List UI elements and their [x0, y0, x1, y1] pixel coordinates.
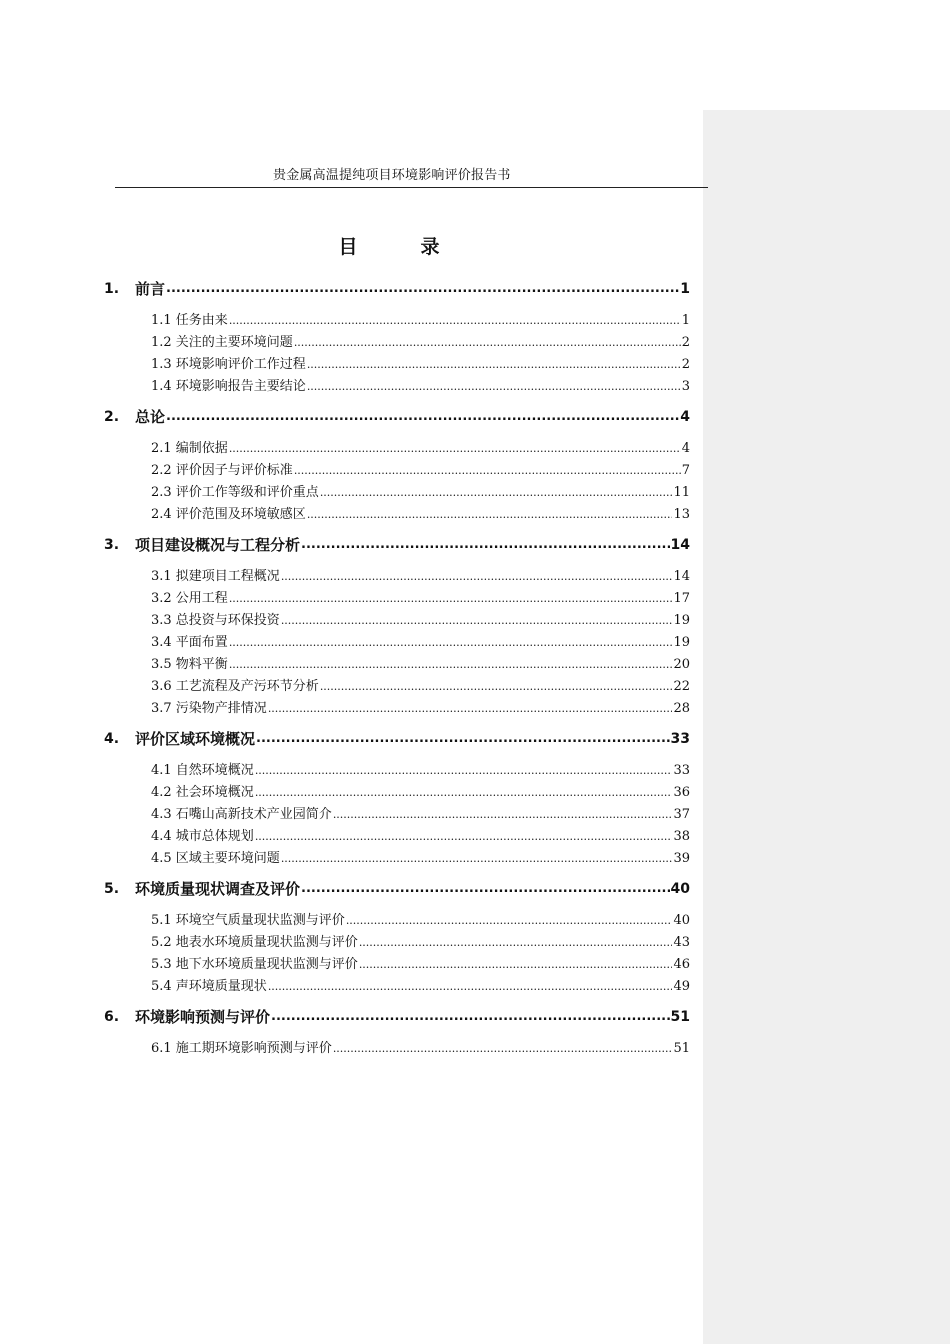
- toc-chapter-group: [0, 1005, 703, 1059]
- toc-section-entry[interactable]: [151, 825, 690, 847]
- section-title: 2.3 评价工作等级和评价重点: [151, 485, 319, 500]
- toc-section-entry[interactable]: [151, 353, 690, 375]
- toc-section-entry[interactable]: [151, 1037, 690, 1059]
- table-of-contents: [0, 277, 703, 1067]
- toc-section-entry[interactable]: [151, 759, 690, 781]
- section-title: 3.6 工艺流程及产污环节分析: [151, 679, 319, 694]
- toc-chapter-entry[interactable]: [104, 277, 690, 299]
- section-page-number: 3: [681, 379, 690, 394]
- dot-leader: [229, 633, 673, 653]
- section-title: 3.1 拟建项目工程概况: [151, 569, 280, 584]
- dot-leader: [166, 279, 679, 299]
- dot-leader: [333, 805, 673, 825]
- chapter-number: 6.: [104, 1009, 120, 1025]
- chapter-number: 2.: [104, 409, 120, 425]
- toc-chapter-group: [0, 533, 703, 719]
- dot-leader: [229, 589, 673, 609]
- dot-leader: [256, 729, 670, 749]
- section-title: 3.4 平面布置: [151, 635, 228, 650]
- dot-leader: [333, 1039, 673, 1059]
- dot-leader: [294, 333, 681, 353]
- section-page-number: 19: [673, 635, 690, 650]
- dot-leader: [281, 567, 673, 587]
- section-title: 2.1 编制依据: [151, 441, 228, 456]
- toc-section-entry[interactable]: [151, 459, 690, 481]
- section-page-number: 43: [673, 935, 690, 950]
- section-title: 3.2 公用工程: [151, 591, 228, 606]
- section-title: 6.1 施工期环境影响预测与评价: [151, 1041, 332, 1056]
- chapter-title: 环境质量现状调查及评价: [135, 880, 301, 898]
- section-page-number: 13: [673, 507, 690, 522]
- chapter-page-number: 1: [680, 281, 690, 297]
- section-title: 4.4 城市总体规划: [151, 829, 254, 844]
- chapter-number: 3.: [104, 537, 120, 553]
- dot-leader: [229, 655, 673, 675]
- toc-section-entry[interactable]: [151, 565, 690, 587]
- toc-chapter-group: [0, 877, 703, 997]
- section-page-number: 39: [673, 851, 690, 866]
- toc-chapter-group: [0, 727, 703, 869]
- dot-leader: [281, 611, 673, 631]
- toc-chapter-entry[interactable]: [104, 1005, 690, 1027]
- toc-section-entry[interactable]: [151, 781, 690, 803]
- section-page-number: 40: [673, 913, 690, 928]
- dot-leader: [268, 977, 673, 997]
- section-title: 5.1 环境空气质量现状监测与评价: [151, 913, 345, 928]
- section-title: 5.2 地表水环境质量现状监测与评价: [151, 935, 358, 950]
- dot-leader: [301, 879, 670, 899]
- toc-section-entry[interactable]: [151, 653, 690, 675]
- section-title: 5.3 地下水环境质量现状监测与评价: [151, 957, 358, 972]
- section-title: 1.2 关注的主要环境问题: [151, 335, 293, 350]
- dot-leader: [268, 699, 673, 719]
- section-page-number: 7: [681, 463, 690, 478]
- dot-leader: [359, 955, 673, 975]
- section-page-number: 2: [681, 335, 690, 350]
- toc-chapter-group: [0, 277, 703, 397]
- section-title: 1.1 任务由来: [151, 313, 228, 328]
- dot-leader: [294, 461, 681, 481]
- section-page-number: 46: [673, 957, 690, 972]
- chapter-page-number: 33: [670, 731, 690, 747]
- toc-section-entry[interactable]: [151, 909, 690, 931]
- section-page-number: 49: [673, 979, 690, 994]
- section-page-number: 19: [673, 613, 690, 628]
- toc-chapter-group: [0, 405, 703, 525]
- toc-chapter-entry[interactable]: [104, 877, 690, 899]
- section-page-number: 36: [673, 785, 690, 800]
- dot-leader: [320, 677, 673, 697]
- section-page-number: 14: [673, 569, 690, 584]
- toc-chapter-entry[interactable]: [104, 533, 690, 555]
- chapter-number: 5.: [104, 881, 120, 897]
- toc-section-entry[interactable]: [151, 803, 690, 825]
- section-page-number: 51: [673, 1041, 690, 1056]
- section-page-number: 17: [673, 591, 690, 606]
- section-title: 2.4 评价范围及环境敏感区: [151, 507, 306, 522]
- section-page-number: 2: [681, 357, 690, 372]
- section-title: 4.5 区域主要环境问题: [151, 851, 280, 866]
- section-title: 4.3 石嘴山高新技术产业园简介: [151, 807, 332, 822]
- toc-section-entry[interactable]: [151, 609, 690, 631]
- chapter-title: 总论: [135, 408, 166, 426]
- section-page-number: 33: [673, 763, 690, 778]
- toc-section-entry[interactable]: [151, 931, 690, 953]
- comment-pane: [703, 110, 950, 1344]
- toc-section-entry[interactable]: [151, 437, 690, 459]
- toc-section-entry[interactable]: [151, 631, 690, 653]
- section-title: 1.3 环境影响评价工作过程: [151, 357, 306, 372]
- chapter-number: 4.: [104, 731, 120, 747]
- chapter-page-number: 51: [670, 1009, 690, 1025]
- dot-leader: [346, 911, 673, 931]
- toc-section-entry[interactable]: [151, 847, 690, 869]
- dot-leader: [307, 355, 681, 375]
- dot-leader: [271, 1007, 670, 1027]
- chapter-number: 1.: [104, 281, 120, 297]
- dot-leader: [255, 761, 673, 781]
- dot-leader: [229, 439, 681, 459]
- dot-leader: [281, 849, 673, 869]
- toc-section-entry[interactable]: [151, 309, 690, 331]
- section-page-number: 38: [673, 829, 690, 844]
- section-page-number: 11: [673, 485, 690, 500]
- section-page-number: 20: [673, 657, 690, 672]
- toc-section-entry[interactable]: [151, 481, 690, 503]
- section-title: 2.2 评价因子与评价标准: [151, 463, 293, 478]
- section-title: 5.4 声环境质量现状: [151, 979, 267, 994]
- section-title: 4.1 自然环境概况: [151, 763, 254, 778]
- section-page-number: 1: [681, 313, 690, 328]
- toc-chapter-entry[interactable]: [104, 727, 690, 749]
- section-title: 4.2 社会环境概况: [151, 785, 254, 800]
- toc-section-entry[interactable]: [151, 697, 690, 719]
- toc-section-entry[interactable]: [151, 975, 690, 997]
- toc-section-entry[interactable]: [151, 331, 690, 353]
- page-header: [115, 167, 708, 188]
- header-title: 贵金属高温提纯项目环境影响评价报告书: [273, 168, 511, 183]
- toc-section-entry[interactable]: [151, 587, 690, 609]
- section-title: 3.3 总投资与环保投资: [151, 613, 280, 628]
- dot-leader: [166, 407, 679, 427]
- dot-leader: [301, 535, 670, 555]
- chapter-page-number: 14: [670, 537, 690, 553]
- dot-leader: [320, 483, 673, 503]
- dot-leader: [359, 933, 673, 953]
- section-title: 3.5 物料平衡: [151, 657, 228, 672]
- section-page-number: 37: [673, 807, 690, 822]
- chapter-page-number: 40: [670, 881, 690, 897]
- toc-chapter-entry[interactable]: [104, 405, 690, 427]
- dot-leader: [255, 827, 673, 847]
- toc-title: 目 录: [338, 236, 462, 258]
- chapter-title: 环境影响预测与评价: [135, 1008, 271, 1026]
- section-page-number: 4: [681, 441, 690, 456]
- section-page-number: 28: [673, 701, 690, 716]
- toc-section-entry[interactable]: [151, 375, 690, 397]
- dot-leader: [229, 311, 681, 331]
- chapter-title: 前言: [135, 280, 166, 298]
- toc-section-entry[interactable]: [151, 675, 690, 697]
- dot-leader: [307, 377, 681, 397]
- toc-section-entry[interactable]: [151, 953, 690, 975]
- toc-section-entry[interactable]: [151, 503, 690, 525]
- section-title: 3.7 污染物产排情况: [151, 701, 267, 716]
- dot-leader: [307, 505, 673, 525]
- chapter-title: 项目建设概况与工程分析: [135, 536, 301, 554]
- chapter-title: 评价区域环境概况: [135, 730, 256, 748]
- section-title: 1.4 环境影响报告主要结论: [151, 379, 306, 394]
- dot-leader: [255, 783, 673, 803]
- section-page-number: 22: [673, 679, 690, 694]
- chapter-page-number: 4: [680, 409, 690, 425]
